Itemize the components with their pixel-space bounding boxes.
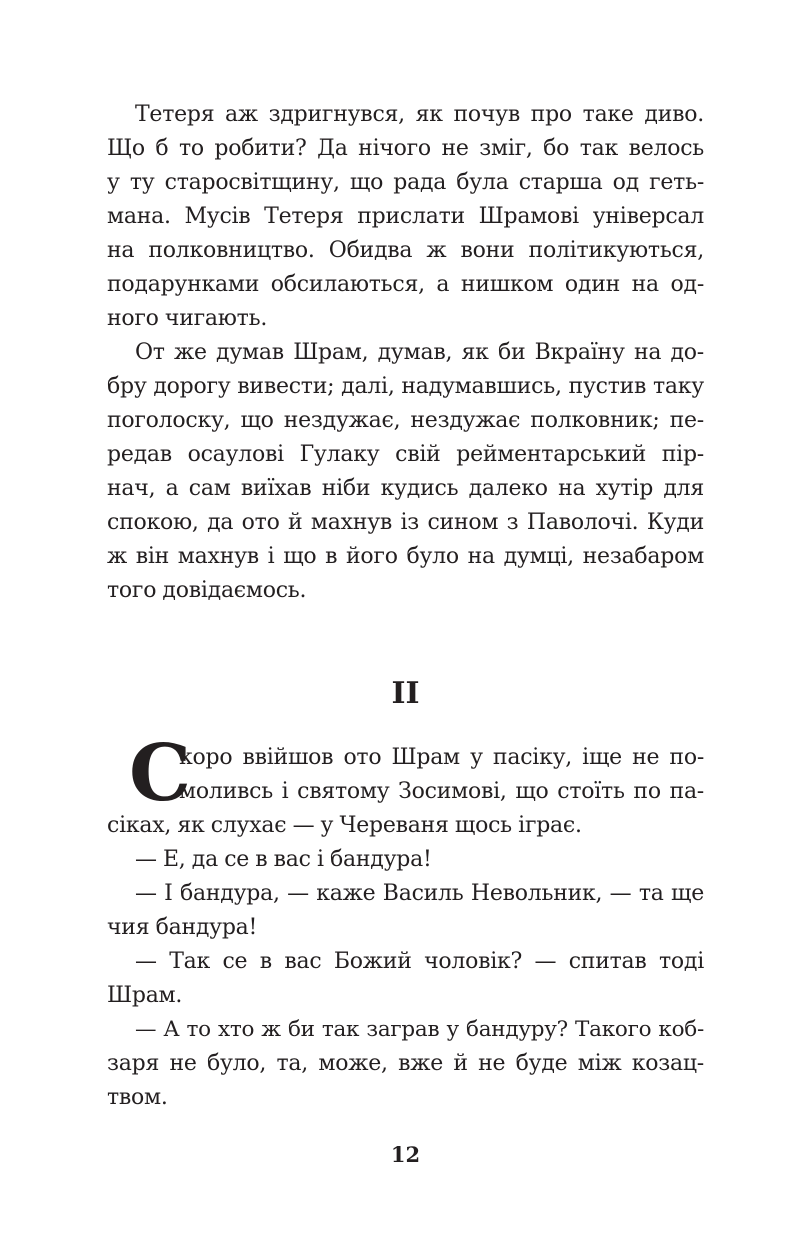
text-line: поголоску, що нездужає, нездужає полковник; пе- [107,408,704,433]
text-line: коро ввійшов ото Шрам у пасіку, іще не по- [179,745,704,770]
text-line: на полковництво. Обидва ж вони політикуються, [107,238,704,263]
paragraph-2 [107,336,704,608]
dialogue-1 [107,843,704,877]
text-line: — Е, да се в вас і бандура! [135,847,432,872]
text-line: — Так се в вас Божий чоловік? — спитав тоді [135,949,704,974]
drop-cap: С [129,728,192,819]
text-line: твом. [107,1085,168,1110]
dialogue-3 [107,945,704,1013]
text-line: — І бандура, — каже Василь Невольник, — та ще [135,881,704,906]
paragraph-1 [107,98,704,608]
text-line: — А то хто ж би так заграв у бандуру? Такого коб- [135,1017,704,1042]
text-line: бру дорогу вивести; далі, надумавшись, пустив таку [107,374,704,399]
text-line: Тетеря аж здригнувся, як почув про таке диво. [135,102,704,127]
text-line: От же думав Шрам, думав, як би Вкраїну на до- [135,340,704,365]
paragraph-3 [107,728,704,1115]
text-line: редав осаулові Гулаку свій рейментарський пір- [107,442,704,467]
text-line: сіках, як слухає — у Череваня щось іграє. [107,813,582,838]
text-line: ж він махнув і що в його було на думці, незабаром [107,544,704,569]
text-line: у ту старосвітщину, що рада була старша од геть- [107,170,704,195]
text-line: чия бандура! [107,915,258,940]
page-number: 12 [390,1142,421,1167]
text-line: того довідаємось. [107,578,307,603]
text-line: Що б то робити? Да нічого не зміг, бо так велось [107,136,704,161]
text-line: мана. Мусів Тетеря прислати Шрамові універсал [107,204,704,229]
text-line: заря не було, та, може, вже й не буде між козац- [107,1051,704,1076]
text-line: Шрам. [107,983,183,1008]
text-line: нач, а сам виїхав ніби кудись далеко на хутір для [107,476,704,501]
dialogue-4 [107,1013,704,1115]
text-line: ного чигають. [107,306,268,331]
dialogue-2 [107,877,704,945]
text-line: спокою, да ото й махнув із сином з Паволочі. Куди [107,510,704,535]
text-line: подарунками обсилаються, а нишком один на од- [107,272,704,297]
text-line: моливсь і святому Зосимові, що стоїть по па- [179,779,704,804]
chapter-heading: II [391,676,420,711]
